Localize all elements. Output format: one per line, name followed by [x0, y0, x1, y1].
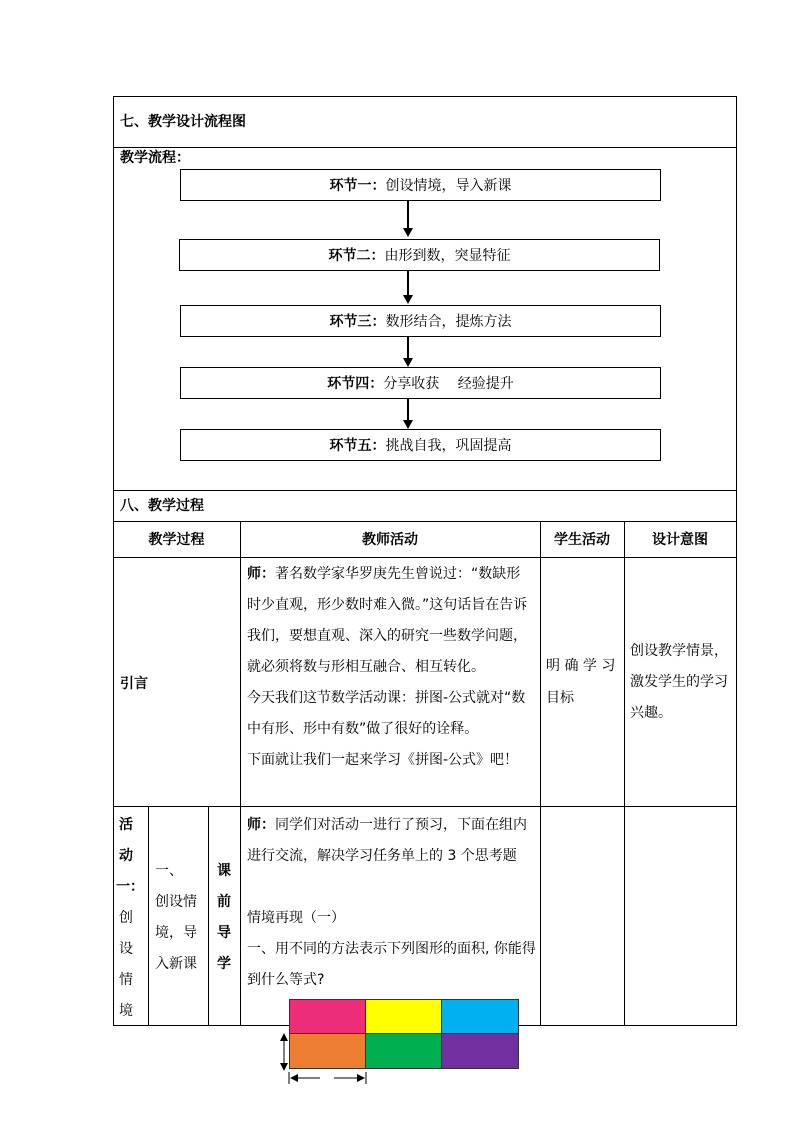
flow-step-5-stage: 环节五：	[329, 438, 386, 454]
flow-step-3-text: 数形结合，提炼方法	[385, 314, 512, 330]
flow-step-5-text: 挑战自我，巩固提高	[385, 438, 512, 454]
flow-arrowhead-2	[403, 295, 413, 304]
activity1-question-line-2: 到什么等式?	[247, 972, 325, 988]
flow-step-4	[180, 367, 661, 399]
flow-step-2	[179, 239, 660, 271]
activity1-teacher-line-2: 进行交流，解决学习任务单上的 3 个思考题	[247, 848, 517, 864]
intro-design-line-3: 兴趣。	[630, 705, 672, 721]
flow-step-5	[180, 429, 661, 461]
swatch-bottom-3	[441, 1033, 519, 1069]
header-process: 教学过程	[148, 532, 205, 548]
intro-stage: 引言	[120, 676, 148, 692]
activity1-col1-char-2: 动	[119, 848, 133, 864]
flow-label: 教学流程：	[120, 150, 190, 166]
intro-design-line-1: 创设教学情景，	[630, 643, 728, 659]
intro-student-line-1: 明 确 学 习	[546, 658, 616, 674]
activity1-col2-line-1: 一、	[155, 863, 183, 879]
flow-arrow-3	[407, 337, 409, 358]
activity1-col3-char-3: 导	[217, 925, 231, 941]
flow-arrow-4	[407, 399, 409, 420]
activity1-col1-char-1: 活	[119, 817, 133, 833]
swatch-top-3	[441, 999, 519, 1034]
activity1-teacher-text-1: 同学们对活动一进行了预习，下面在组内	[275, 817, 527, 833]
activity1-col2-line-3: 境，导	[155, 925, 197, 941]
flow-step-3	[180, 305, 661, 337]
flow-step-3-stage: 环节三：	[329, 314, 386, 330]
header-student: 学生活动	[554, 532, 610, 548]
flow-step-1-stage: 环节一：	[329, 178, 386, 194]
dimension-arrows	[270, 1030, 380, 1090]
flow-arrowhead-3	[403, 358, 413, 367]
flow-step-1-text: 创设情境，导入新课	[385, 178, 512, 194]
section7-title: 七、教学设计流程图	[120, 114, 246, 130]
activity1-col1-char-4: 创	[119, 910, 133, 926]
intro-teacher-line-2: 时少直观，形少数时难入微。”这句话旨在告诉	[247, 597, 528, 613]
flow-step-1	[180, 169, 661, 201]
activity1-teacher-prefix: 师：	[247, 817, 275, 833]
activity1-col3-char-2: 前	[217, 894, 231, 910]
swatch-top-1	[289, 999, 366, 1034]
flow-arrowhead-4	[403, 420, 413, 429]
activity1-teacher-line-1	[247, 810, 527, 841]
activity1-scenario: 情境再现（一）	[247, 910, 345, 926]
intro-teacher-prefix: 师：	[247, 566, 275, 582]
flow-arrow-1	[407, 201, 409, 228]
header-teacher: 教师活动	[362, 532, 418, 548]
flow-step-4-text: 分享收获 经验提升	[383, 376, 514, 392]
activity1-col2-line-2: 创设情	[155, 894, 197, 910]
intro-teacher-text-1: 著名数学家华罗庚先生曾说过：“数缺形	[275, 566, 521, 582]
activity1-col1-char-3: 一：	[116, 879, 144, 895]
flow-arrow-2	[407, 271, 409, 295]
activity1-col1-char-5: 设	[119, 941, 133, 957]
activity1-col1-char-7: 境	[119, 1003, 133, 1019]
flow-step-2-text: 由形到数，突显特征	[384, 248, 511, 264]
section8-title: 八、教学过程	[120, 498, 204, 514]
swatch-top-2	[365, 999, 442, 1034]
flow-step-4-stage: 环节四：	[327, 376, 384, 392]
intro-teacher-line-5: 今天我们这节数学活动课：拼图-公式就对“数	[247, 690, 526, 706]
intro-teacher-line-6: 中有形、形中有数”做了很好的诠释。	[247, 721, 479, 737]
activity1-question-line-1: 一、用不同的方法表示下列图形的面积, 你能得	[247, 941, 536, 957]
activity1-col2-line-4: 入新课	[155, 956, 197, 972]
activity1-col3-char-4: 学	[217, 956, 231, 972]
flow-step-2-stage: 环节二：	[328, 248, 385, 264]
intro-teacher-line-4: 就必须将数与形相互融合、相互转化。	[247, 659, 485, 675]
intro-teacher-line-3: 我们，要想直观、深入的研究一些数学问题，	[247, 628, 527, 644]
flow-arrowhead-1	[403, 228, 413, 237]
activity1-col1-char-6: 情	[119, 972, 133, 988]
intro-teacher-line-7: 下面就让我们一起来学习《拼图-公式》吧！	[247, 752, 519, 768]
intro-student-line-2: 目标	[546, 690, 574, 706]
header-design: 设计意图	[652, 532, 708, 548]
intro-design-line-2: 激发学生的学习	[630, 674, 728, 690]
activity1-col3-char-1: 课	[217, 863, 231, 879]
intro-teacher-line-1	[247, 559, 520, 590]
